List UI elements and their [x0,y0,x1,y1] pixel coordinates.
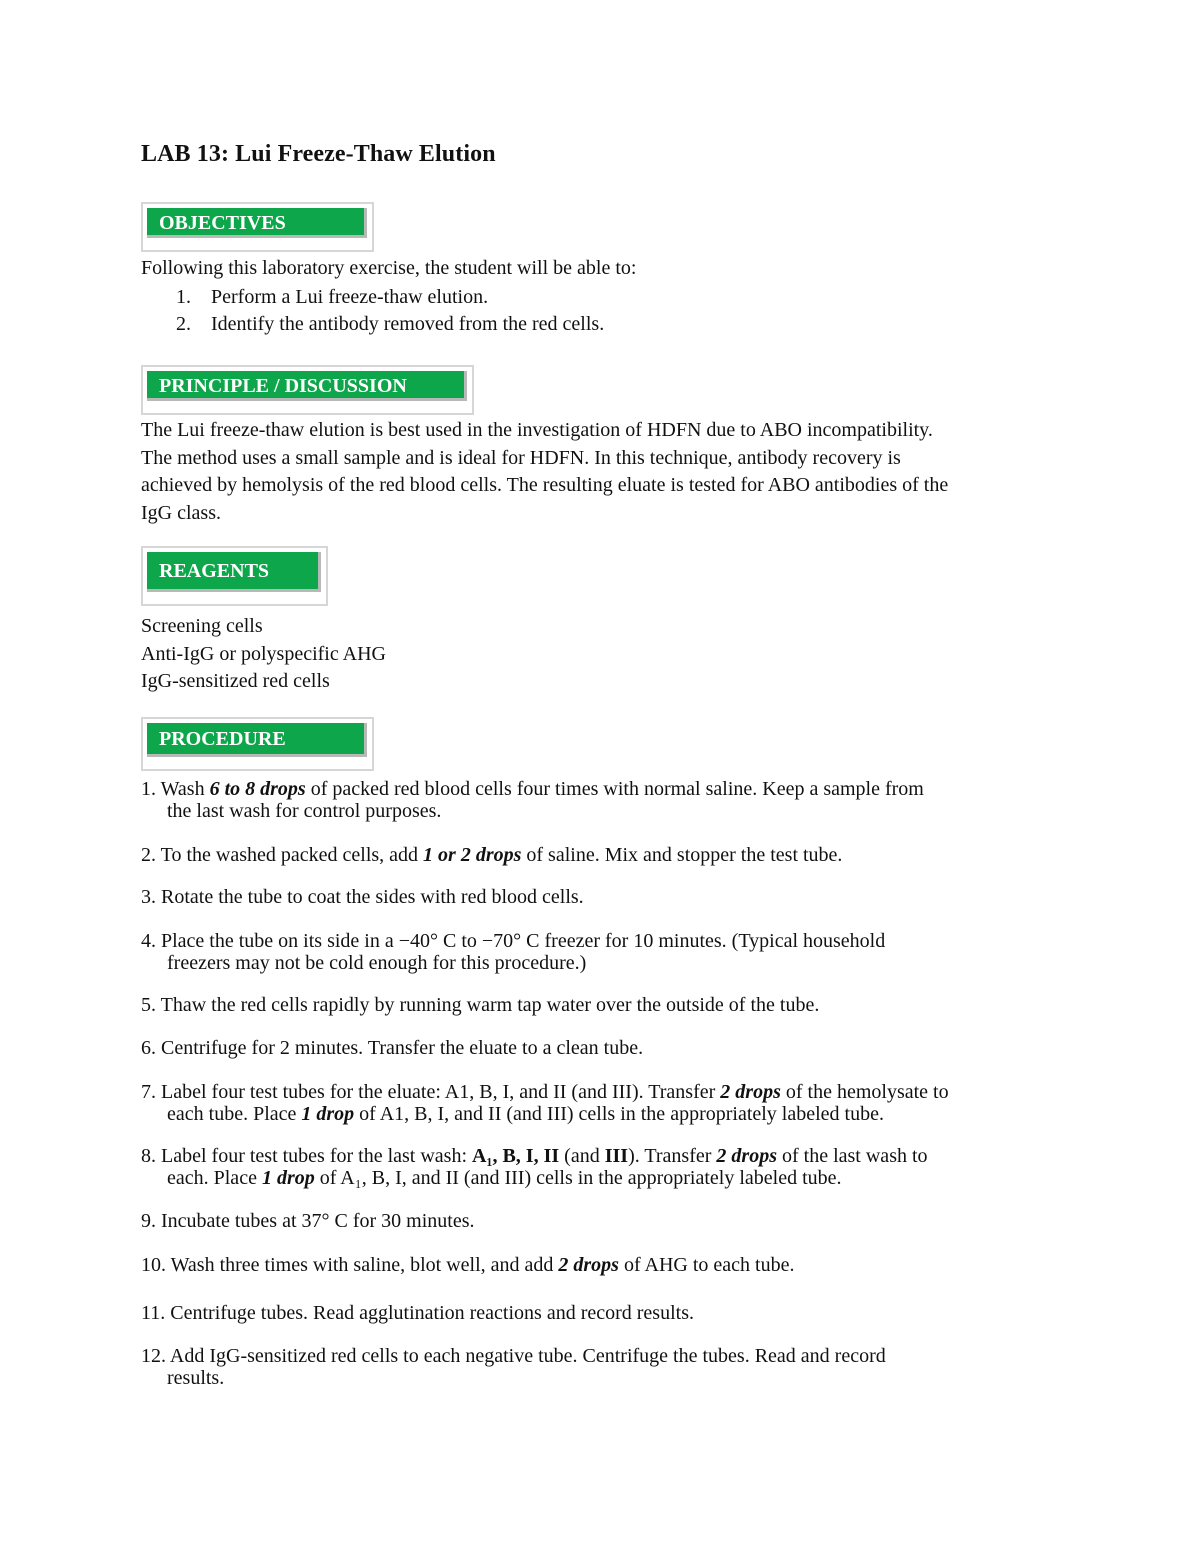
list-item: 2. Identify the antibody removed from the red cells. [176,313,605,335]
principle-header [141,365,474,415]
procedure-step: 11. Centrifuge tubes. Read agglutination reactions and record results. [141,1302,694,1324]
objectives-header [141,202,374,252]
list-item: 1. Perform a Lui freeze-thaw elution. [176,286,489,308]
list-item: IgG-sensitized red cells [141,670,330,692]
procedure-step: 6. Centrifuge for 2 minutes. Transfer the eluate to a clean tube. [141,1037,644,1059]
procedure-step: 7. Label four test tubes for the eluate: A1, B, I, and II (and III). Transfer 2 drops of the hemolysate to each tube. Place 1 drop of A1, B, I, and II (and III) cells in the appropriately labeled tube. [141,1081,949,1125]
procedure-header [141,717,374,771]
principle-label: PRINCIPLE / DISCUSSION [147,371,467,401]
procedure-step: 12. Add IgG-sensitized red cells to each negative tube. Centrifuge the tubes. Read and record results. [141,1345,886,1389]
procedure-step: 4. Place the tube on its side in a −40° C to −70° C freezer for 10 minutes. (Typical household freezers may not be cold enough for this procedure.) [141,930,886,974]
procedure-step: 10. Wash three times with saline, blot well, and add 2 drops of AHG to each tube. [141,1254,795,1276]
procedure-label: PROCEDURE [147,723,367,757]
principle-text: The Lui freeze-thaw elution is best used in the investigation of HDFN due to ABO incompatibility. The method uses a small sample and is ideal for HDFN. In this technique, antibody recovery is achieved by hemolysis of the red blood cells. The resulting eluate is tested for ABO antibodies of the IgG class. [141,419,949,524]
objectives-list [176,284,604,338]
list-item: Anti-IgG or polyspecific AHG [141,642,386,665]
list-item: Screening cells [141,615,263,637]
procedure-step: 1. Wash 6 to 8 drops of packed red blood cells four times with normal saline. Keep a sample from the last wash for control purposes. [141,778,924,822]
procedure-step: 5. Thaw the red cells rapidly by running warm tap water over the outside of the tube. [141,994,820,1016]
reagents-header [141,546,328,606]
objectives-intro: Following this laboratory exercise, the student will be able to: [141,257,637,279]
page-title: LAB 13: Lui Freeze-Thaw Elution [141,141,496,167]
procedure-step: 9. Incubate tubes at 37° C for 30 minutes. [141,1210,475,1232]
reagents-list [141,613,1101,696]
reagents-label: REAGENTS [147,552,321,592]
procedure-step: 8. Label four test tubes for the last wash: A₁, B, I, II (and III). Transfer 2 drops of the last wash to each. Place 1 drop of A₁, B, I, and II (and III) cells in the appropriately labeled tube. [141,1145,928,1189]
objectives-label: OBJECTIVES [147,208,367,238]
procedure-step: 2. To the washed packed cells, add 1 or 2 drops of saline. Mix and stopper the test tube. [141,844,843,866]
procedure-step: 3. Rotate the tube to coat the sides with red blood cells. [141,886,584,908]
